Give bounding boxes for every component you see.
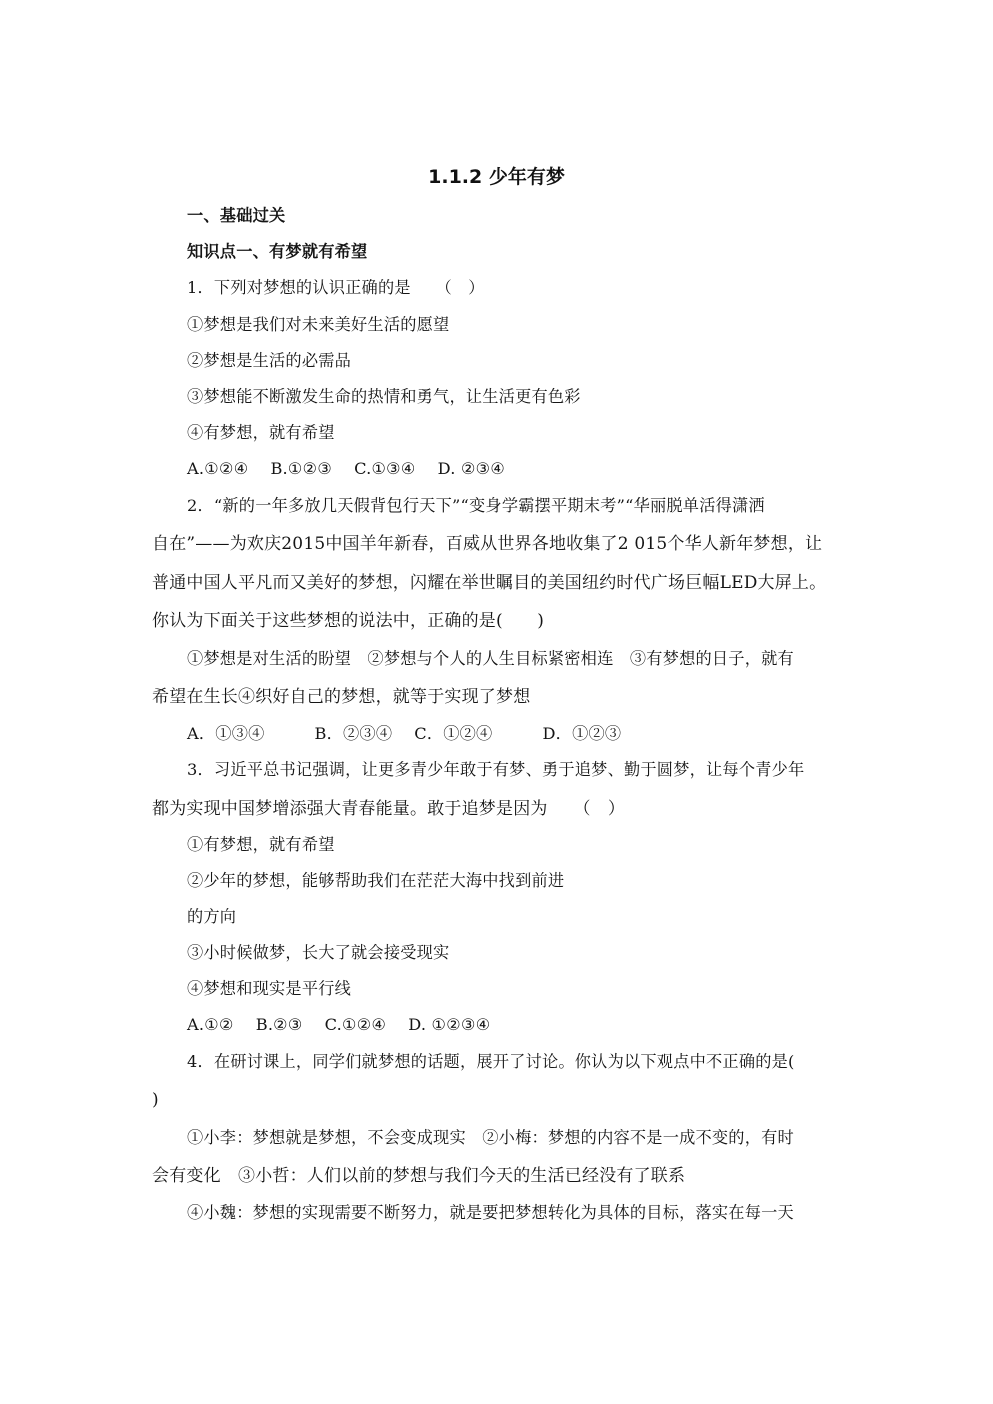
q2-option-c: C．①②④ xyxy=(414,724,493,743)
q1-option-b: B.①②③ xyxy=(270,459,333,478)
q1-item-1: ①梦想是我们对未来美好生活的愿望 xyxy=(187,315,450,334)
q3-stem-line-1: 3．习近平总书记强调，让更多青少年敢于有梦、勇于追梦、勤于圆梦，让每个青少年 xyxy=(187,760,805,779)
q2-items-line-1: ①梦想是对生活的盼望 ②梦想与个人的人生目标紧密相连 ③有梦想的日子，就有 xyxy=(187,649,794,668)
knowledge-point-heading: 知识点一、有梦就有希望 xyxy=(187,242,368,261)
q3-item-4: ④梦想和现实是平行线 xyxy=(187,979,352,998)
q3-option-c: C.①②④ xyxy=(324,1015,387,1034)
q4-items-line-2: 会有变化 ③小哲：人们以前的梦想与我们今天的生活已经没有了联系 xyxy=(152,1166,686,1186)
q2-items-line-2: 希望在生长④织好自己的梦想，就等于实现了梦想 xyxy=(152,687,531,707)
q4-stem-line-1: 4．在研讨课上，同学们就梦想的话题，展开了讨论。你认为以下观点中不正确的是( xyxy=(187,1052,795,1071)
q2-stem-line-4: 你认为下面关于这些梦想的说法中，正确的是( ) xyxy=(152,611,545,631)
q3-options xyxy=(187,1013,887,1037)
q1-option-d: D. ②③④ xyxy=(437,459,506,478)
q3-item-2-continued: 的方向 xyxy=(187,907,237,926)
q3-item-1: ①有梦想，就有希望 xyxy=(187,835,335,854)
q1-stem: 1．下列对梦想的认识正确的是 （ ） xyxy=(187,278,485,297)
q3-stem-line-2: 都为实现中国梦增添强大青春能量。敢于追梦是因为 （ ） xyxy=(152,799,626,819)
q2-stem-line-1: 2．“新的一年多放几天假背包行天下”“变身学霸摆平期末考”“华丽脱单活得潇洒 xyxy=(187,496,765,515)
q4-items-line-1: ①小李：梦想就是梦想，不会变成现实 ②小梅：梦想的内容不是一成不变的，有时 xyxy=(187,1128,794,1147)
q4-items-line-3: ④小魏：梦想的实现需要不断努力，就是要把梦想转化为具体的目标，落实在每一天 xyxy=(187,1203,794,1222)
q4-stem-line-2: ) xyxy=(152,1090,159,1110)
q2-option-a: A．①③④ xyxy=(187,724,265,743)
q3-option-b: B.②③ xyxy=(255,1015,303,1034)
page-title: 1.1.2 少年有梦 xyxy=(428,166,565,188)
q2-stem-line-2: 自在”——为欢庆2015中国羊年新春，百威从世界各地收集了2 015个华人新年梦想，让 xyxy=(152,534,823,554)
q3-item-3: ③小时候做梦，长大了就会接受现实 xyxy=(187,943,450,962)
q1-options xyxy=(187,457,887,481)
q2-option-b: B．②③④ xyxy=(314,724,393,743)
q3-option-a: A.①② xyxy=(187,1015,234,1034)
q3-option-d: D. ①②③④ xyxy=(408,1015,491,1034)
q1-item-2: ②梦想是生活的必需品 xyxy=(187,351,352,370)
q1-option-c: C.①③④ xyxy=(354,459,416,478)
q3-item-2: ②少年的梦想，能够帮助我们在茫茫大海中找到前进 xyxy=(187,871,565,890)
q2-stem-line-3: 普通中国人平凡而又美好的梦想，闪耀在举世瞩目的美国纽约时代广场巨幅LED大屏上。 xyxy=(152,573,827,593)
q2-option-d: D．①②③ xyxy=(542,724,622,743)
q1-item-4: ④有梦想，就有希望 xyxy=(187,423,335,442)
q1-option-a: A.①②④ xyxy=(187,459,249,478)
q1-item-3: ③梦想能不断激发生命的热情和勇气，让生活更有色彩 xyxy=(187,387,581,406)
section-heading: 一、基础过关 xyxy=(187,206,286,225)
q2-options xyxy=(187,722,887,746)
